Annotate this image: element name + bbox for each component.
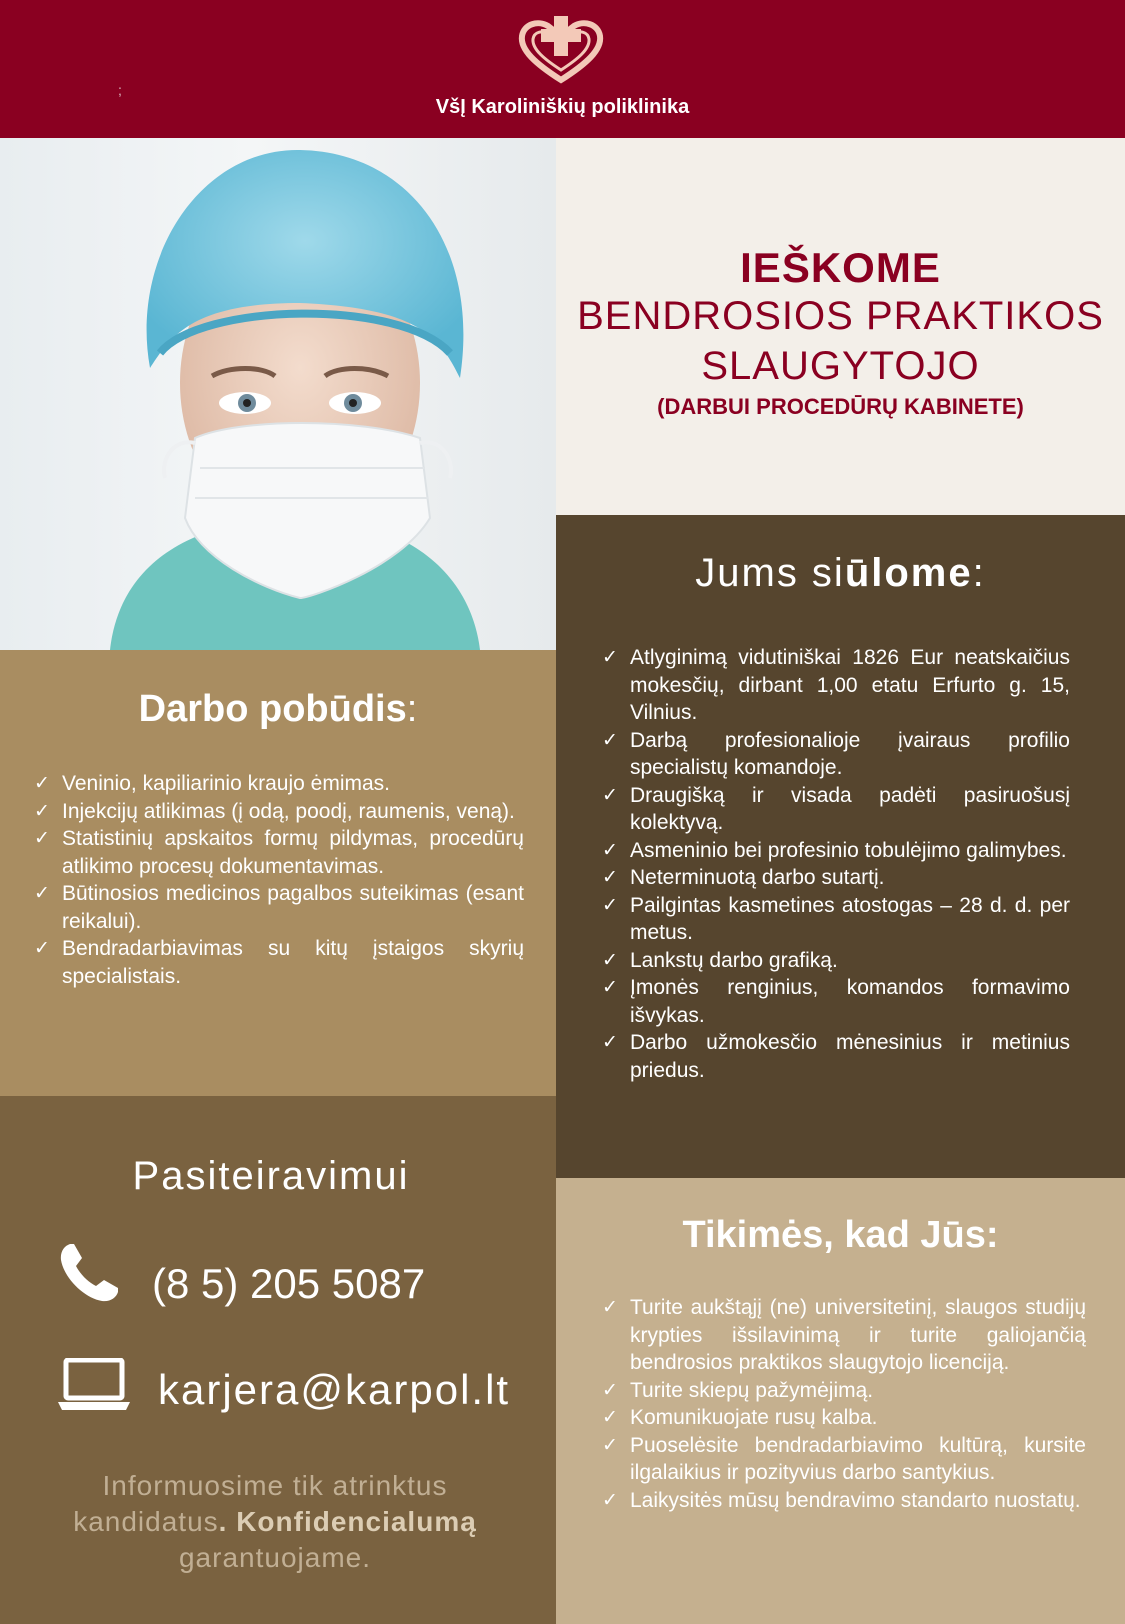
check-icon: ✓	[34, 800, 50, 822]
offer-item: ✓ Draugišką ir visada padėti pasiruošusį kolektyvą.	[602, 783, 1070, 834]
check-icon: ✓	[602, 894, 618, 916]
check-icon: ✓	[602, 949, 618, 971]
check-icon: ✓	[34, 773, 50, 794]
offer-title-bold: ūlome	[844, 551, 973, 595]
check-icon: ✓	[602, 1032, 618, 1053]
expectation-item: ✓ Turite skiepų pažymėjimą.	[602, 1377, 1086, 1405]
check-icon: ✓	[34, 828, 50, 849]
offer-list	[602, 644, 1070, 1084]
headline-subtitle: (DARBUI PROCEDŪRŲ KABINETE)	[657, 394, 1024, 419]
laptop-icon	[56, 1358, 132, 1412]
check-icon: ✓	[602, 647, 618, 668]
offer-item: ✓ Neterminuotą darbo sutartį.	[602, 864, 1070, 892]
nurse-illustration	[0, 138, 556, 650]
check-icon: ✓	[602, 784, 618, 806]
header-mark: ;	[118, 82, 122, 98]
check-icon: ✓	[34, 883, 50, 904]
check-icon: ✓	[602, 839, 618, 861]
check-icon: ✓	[602, 729, 618, 751]
duty-item: ✓ Injekcijų atlikimas (į odą, poodį, raumenis, veną).	[34, 798, 524, 826]
expectations-list	[602, 1294, 1086, 1514]
email-link[interactable]: karjera@karpol.lt	[158, 1366, 511, 1413]
offer-item: ✓ Lankstų darbo grafiką.	[602, 947, 1070, 975]
offer-title-suffix: :	[972, 551, 986, 595]
expectation-item: ✓ Puoselėsite bendradarbiavimo kultūrą, kursite ilgalaikius ir pozityvius darbo santykius.	[602, 1433, 1086, 1484]
selection-notice: Informuosime tik atrinktus kandidatus. Konfidencialumą garantuojame.	[73, 1470, 477, 1573]
duty-item: ✓ Būtinosios medicinos pagalbos suteikimas (esant reikalui).	[34, 882, 524, 933]
offer-item: ✓ Įmonės renginius, komandos formavimo išvykas.	[602, 976, 1070, 1027]
check-icon: ✓	[34, 938, 50, 959]
offer-item: ✓ Atlyginimą vidutiniškai 1826 Eur neatskaičius mokesčių, dirbant 1,00 etatu Erfurto g. 15, Vilnius.	[602, 646, 1070, 724]
offer-item: ✓ Asmeninio bei profesinio tobulėjimo galimybes.	[602, 837, 1070, 865]
expectation-item: ✓ Laikysitės mūsų bendravimo standarto nuostatų.	[602, 1487, 1086, 1515]
duty-item: ✓ Bendradarbiavimas su kitų įstaigos skyrių specialistais.	[34, 937, 524, 988]
check-icon: ✓	[602, 1489, 618, 1511]
job-headline	[556, 138, 1125, 515]
expectations-title: Tikimės, kad Jūs:	[682, 1214, 999, 1256]
org-name: VšĮ Karoliniškių poliklinika	[435, 96, 690, 118]
phone-icon	[58, 1242, 120, 1304]
duties-section	[0, 650, 556, 1096]
offer-title-prefix: Jums si	[695, 551, 845, 595]
duty-item: ✓ Statistinių apskaitos formų pildymas, procedūrų atlikimo procesų dokumentavimas.	[34, 827, 524, 878]
headline-main: IEŠKOME	[740, 244, 941, 291]
offer-item: ✓ Darbo užmokesčio mėnesinius ir metinius priedus.	[602, 1031, 1070, 1082]
check-icon: ✓	[602, 867, 618, 888]
check-icon: ✓	[602, 1434, 618, 1456]
expectation-item: ✓ Komunikuojate rusų kalba.	[602, 1404, 1086, 1432]
offer-title	[556, 551, 1125, 596]
duties-list	[34, 770, 524, 990]
heart-cross-logo-icon	[516, 14, 606, 86]
check-icon: ✓	[602, 1379, 618, 1401]
check-icon: ✓	[602, 977, 618, 998]
header-bar	[0, 0, 1125, 138]
duty-item: ✓ Veninio, kapiliarinio kraujo ėmimas.	[34, 770, 524, 798]
offer-item: ✓ Darbą profesionalioje įvairaus profilio specialistų komandoje.	[602, 728, 1070, 779]
headline-position-line1: BENDROSIOS PRAKTIKOS	[577, 294, 1104, 338]
contact-title: Pasiteiravimui	[132, 1154, 410, 1198]
contact-section	[0, 1096, 556, 1624]
offer-item: ✓ Pailgintas kasmetines atostogas – 28 d. d. per metus.	[602, 893, 1070, 944]
check-icon: ✓	[602, 1297, 618, 1318]
duties-title: Darbo pobūdis:	[138, 688, 418, 730]
check-icon: ✓	[602, 1407, 618, 1428]
phone-number[interactable]: (8 5) 205 5087	[152, 1260, 426, 1307]
headline-position-line2: SLAUGYTOJO	[701, 344, 980, 388]
nurse-photo	[0, 138, 556, 650]
expectation-item: ✓ Turite aukštąjį (ne) universitetinį, slaugos studijų krypties išsilavinimą ir turite galiojančią bendrosios praktikos slaugytojo licenciją.	[602, 1296, 1086, 1374]
